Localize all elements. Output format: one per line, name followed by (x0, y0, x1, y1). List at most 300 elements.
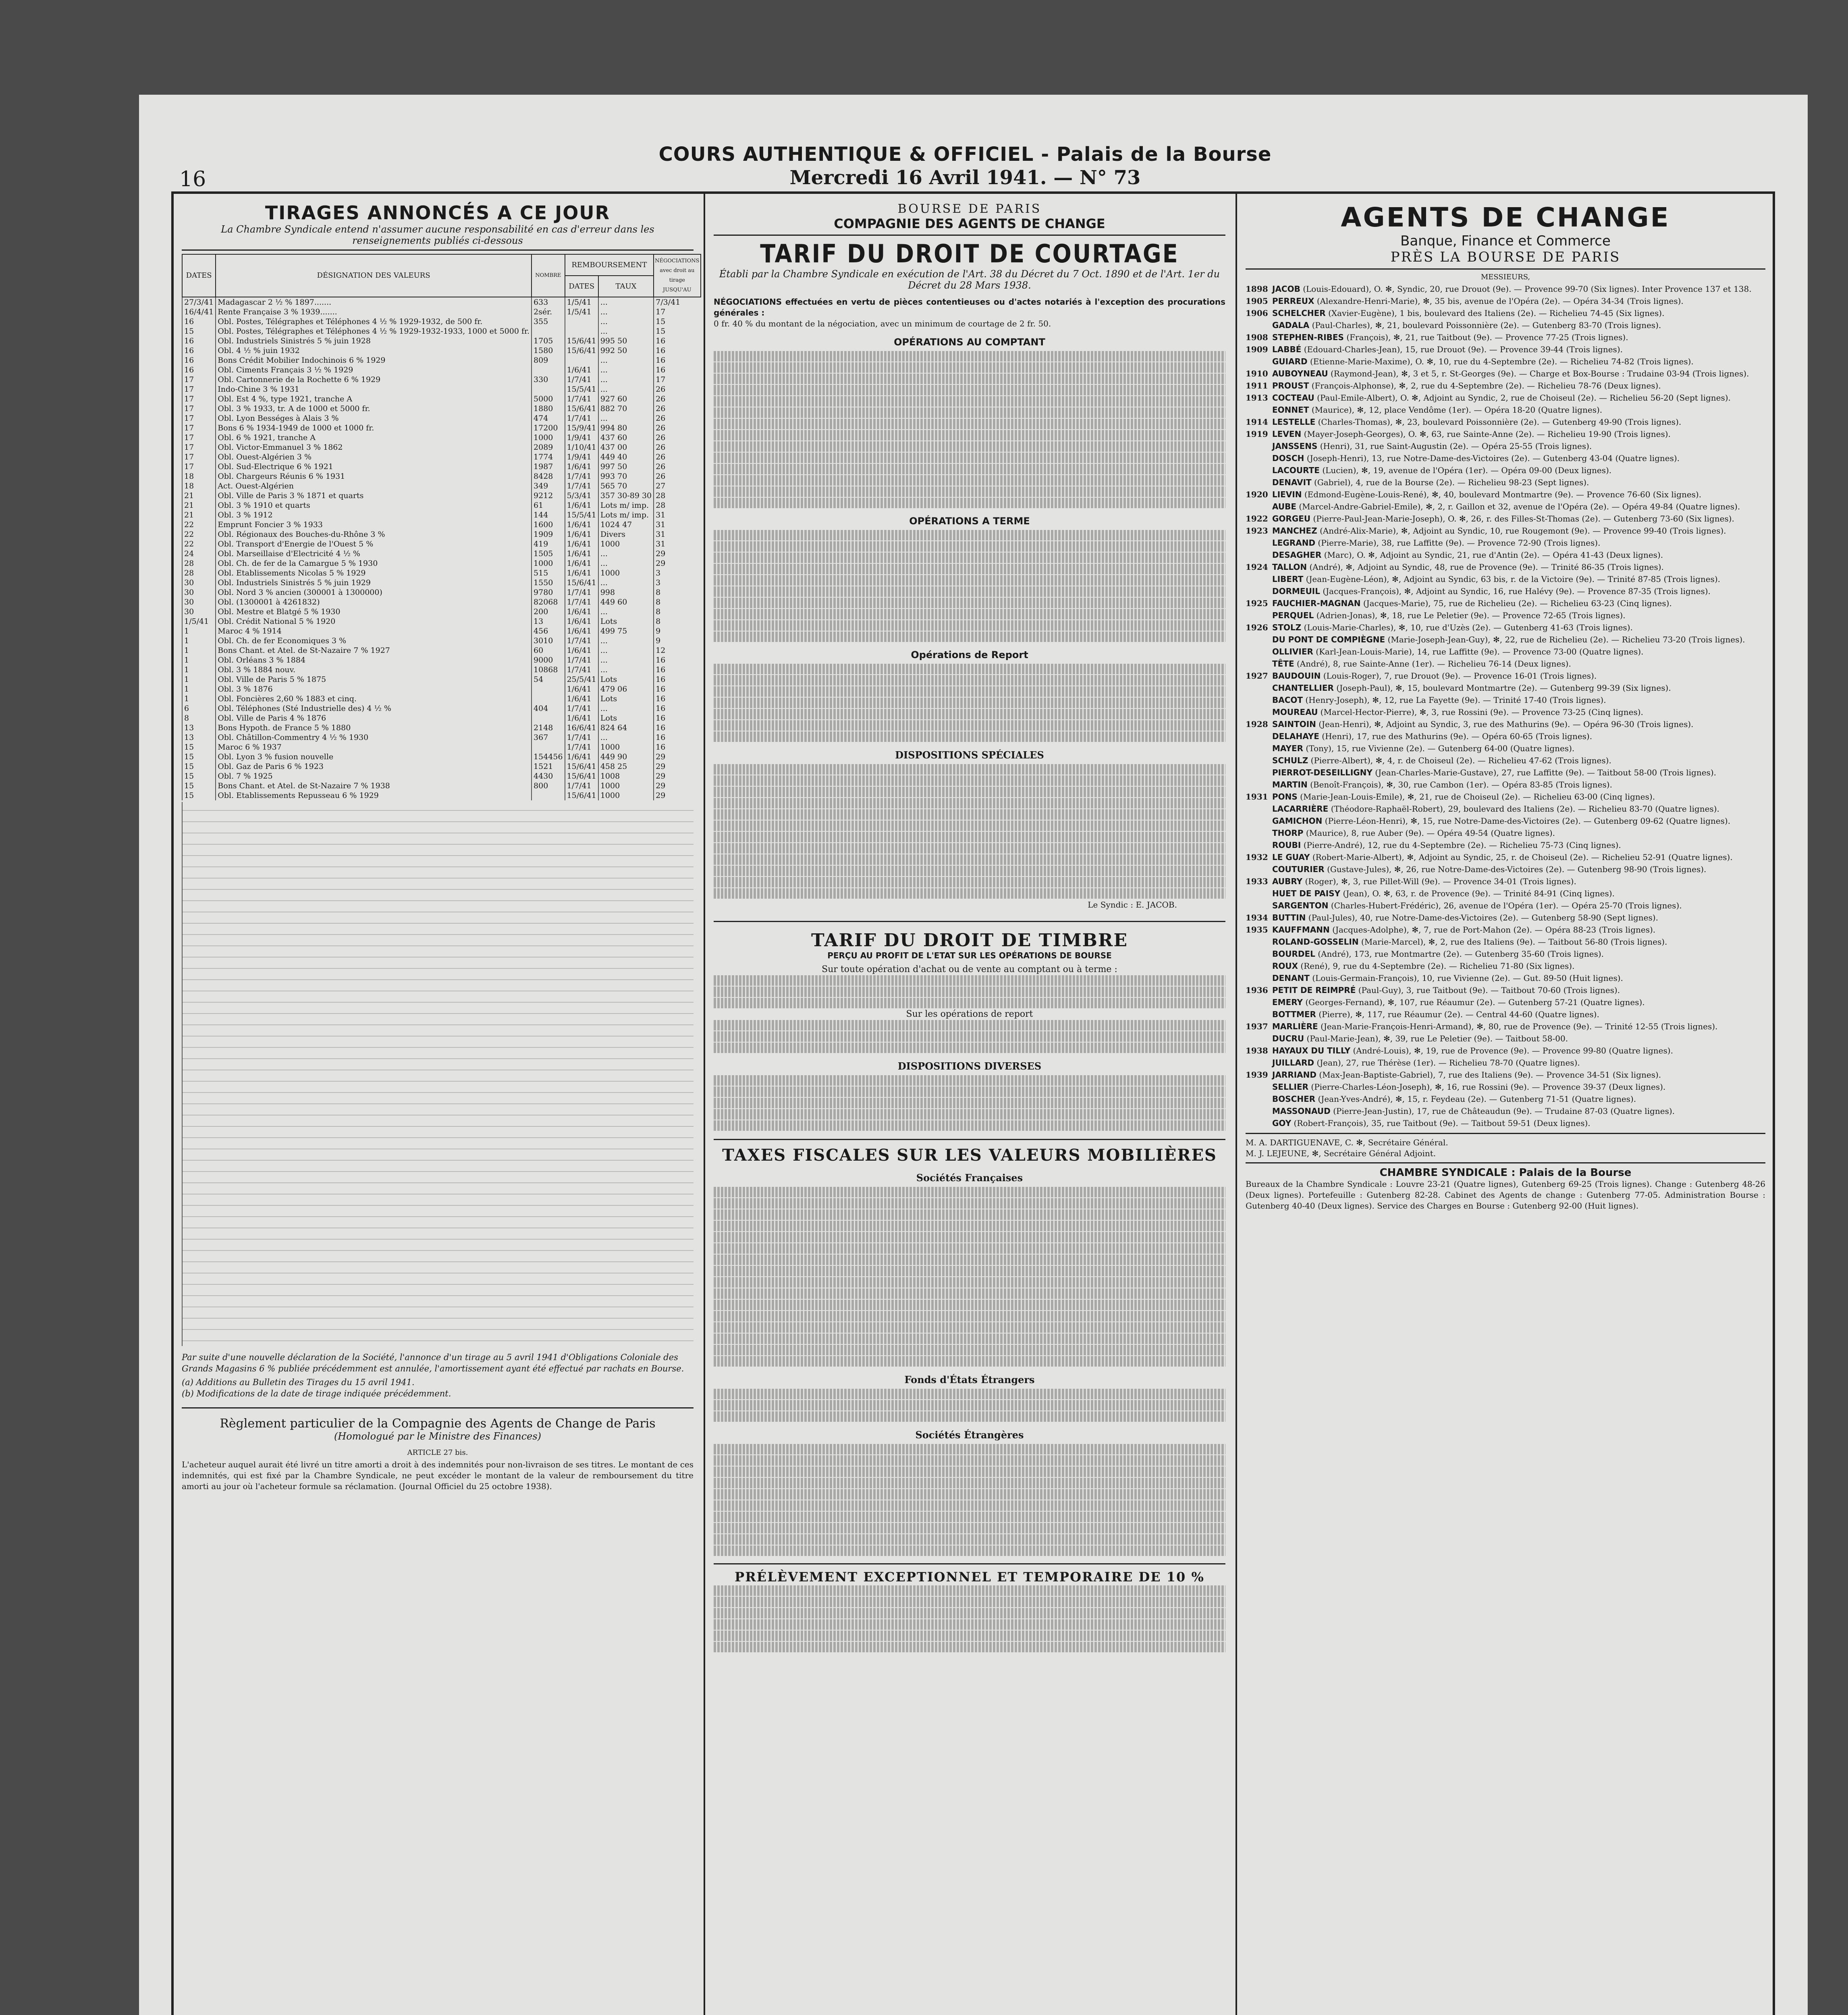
row-designation: Obl. Etablissements Nicolas 5 % 1929 (216, 568, 532, 578)
row-designation: Obl. Postes, Télégraphes et Téléphones 4 ½ % 1929-1932, de 500 fr. (216, 317, 532, 326)
list-item (1246, 671, 1765, 681)
row-remb-date: 1/5/41 (565, 307, 598, 317)
table-row (182, 588, 701, 597)
row-designation: Obl. Ville de Paris 4 % 1876 (216, 713, 532, 723)
row-taux: ... (598, 636, 654, 646)
row-negociation: 26 (654, 433, 700, 442)
agent-details: (Georges-Fernand), ✻, 107, rue Réaumur (2e). — Gutenberg 57-21 (Quatre lignes). (1305, 997, 1645, 1007)
agent-name: EMERY (1272, 997, 1303, 1007)
row-taux: 1024 47 (598, 520, 654, 530)
row-remb-date: 15/5/41 (565, 510, 598, 520)
agent-details: (Marcel-Andre-Gabriel-Emile), ✻, 2, r. Gaillon et 32, avenue de l'Opéra (2e). — Opéra 49-84 (Quatre lignes). (1299, 502, 1740, 511)
row-nombre: 2148 (532, 723, 565, 733)
row-nombre: 1987 (532, 462, 565, 472)
table-row (182, 307, 701, 317)
row-nombre: 4430 (532, 771, 565, 781)
agent-year: 1939 (1246, 1070, 1268, 1080)
row-designation: Obl. Châtillon-Commentry 4 ½ % 1930 (216, 733, 532, 742)
row-nombre: 10868 (532, 665, 565, 675)
row-remb-date: 1/7/41 (565, 655, 598, 665)
agent-name: PETIT DE REIMPRÉ (1272, 985, 1356, 995)
table-row (182, 520, 701, 530)
row-designation: Obl. 4 ½ % juin 1932 (216, 346, 532, 355)
table-row (182, 481, 701, 491)
list-item (1246, 912, 1765, 923)
agent-details: (Alexandre-Henri-Marie), ✻, 35 bis, avenue de l'Opéra (2e). — Opéra 34-34 (Trois lignes). (1316, 296, 1684, 306)
row-taux: ... (598, 365, 654, 375)
agent-name: LACOURTE (1272, 465, 1320, 475)
row-taux: 1000 (598, 568, 654, 578)
row-date: 18 (182, 481, 216, 491)
agent-details: (François), ✻, 21, rue Taitbout (9e). — Provence 77-25 (Trois lignes). (1346, 332, 1628, 342)
row-designation: Bons Hypoth. de France 5 % 1880 (216, 723, 532, 733)
list-item (1246, 731, 1765, 742)
row-date: 21 (182, 501, 216, 510)
row-date: 15 (182, 791, 216, 800)
row-remb-date (565, 326, 598, 336)
agent-name: LEVEN (1272, 429, 1302, 439)
agent-details: (Marie-Joseph-Jean-Guy), ✻, 22, rue de Richelieu (2e). — Richelieu 73-20 (Trois lignes). (1387, 635, 1745, 644)
row-date: 28 (182, 568, 216, 578)
table-row (182, 297, 701, 307)
col-remboursement: REMBOURSEMENT (565, 254, 654, 276)
agent-details: (Maurice), 8, rue Auber (9e). — Opéra 49-54 (Quatre lignes). (1306, 828, 1555, 838)
row-nombre: 82068 (532, 597, 565, 607)
table-row (182, 655, 701, 665)
agent-details: (Joseph-Paul), ✻, 15, boulevard Montmartre (2e). — Gutenberg 99-39 (Six lignes). (1336, 683, 1671, 693)
row-designation: Obl. 3 % 1884 nouv. (216, 665, 532, 675)
row-designation: Madagascar 2 ½ % 1897....... (216, 297, 532, 307)
list-item (1246, 937, 1765, 947)
agent-details: (Jean), O. ✻, 63, r. de Provence (9e). — Trinité 84-91 (Cinq lignes). (1343, 889, 1615, 898)
row-taux: ... (598, 578, 654, 588)
row-date: 15 (182, 781, 216, 791)
row-remb-date: 1/6/41 (565, 549, 598, 559)
table-row (182, 530, 701, 539)
list-item (1246, 393, 1765, 403)
agents-title: AGENTS DE CHANGE (1341, 202, 1670, 233)
row-date: 1 (182, 694, 216, 704)
row-nombre: 1705 (532, 336, 565, 346)
agent-name: LESTELLE (1272, 417, 1316, 427)
row-nombre: 17200 (532, 423, 565, 433)
list-item (1246, 949, 1765, 960)
list-item (1246, 405, 1765, 415)
row-designation: Obl. 3 % 1910 et quarts (216, 501, 532, 510)
row-remb-date: 1/7/41 (565, 781, 598, 791)
row-date: 13 (182, 733, 216, 742)
col-designation: DÉSIGNATION DES VALEURS (216, 254, 532, 297)
row-remb-date: 15/6/41 (565, 791, 598, 800)
table-row (182, 452, 701, 462)
table-row (182, 742, 701, 752)
prelevement-title: PRÉLÈVEMENT EXCEPTIONNEL ET TEMPORAIRE DE 10 % (735, 1569, 1204, 1585)
agent-name: SCHULZ (1272, 756, 1308, 765)
row-nombre: 367 (532, 733, 565, 742)
tarif-courtage-title: TARIF DU DROIT DE COURTAGE (760, 239, 1179, 268)
row-date: 16/4/41 (182, 307, 216, 317)
agent-details: (Charles-Hubert-Frédéric), 26, avenue de l'Opéra (1er). — Opéra 25-70 (Trois lignes). (1331, 901, 1682, 910)
row-designation: Bons Chant. et Atel. de St-Nazaire 7 % 1927 (216, 646, 532, 655)
page-number: 16 (179, 167, 206, 191)
row-taux: 479 06 (598, 684, 654, 694)
row-taux: 499 75 (598, 626, 654, 636)
row-taux: 449 90 (598, 752, 654, 762)
agent-year: 1906 (1246, 308, 1268, 318)
row-negociation: 29 (654, 791, 700, 800)
row-designation: Obl. Sud-Electrique 6 % 1921 (216, 462, 532, 472)
row-negociation: 7/3/41 (654, 297, 700, 307)
agent-name: DENANT (1272, 973, 1310, 983)
list-item (1246, 429, 1765, 440)
agent-name: SARGENTON (1272, 901, 1329, 910)
table-row (182, 413, 701, 423)
row-taux: ... (598, 384, 654, 394)
row-remb-date: 1/7/41 (565, 597, 598, 607)
row-nombre: 1774 (532, 452, 565, 462)
agent-name: GADALA (1272, 320, 1310, 330)
agent-details: (Paul-Guy), 3, rue Taitbout (9e). — Taitbout 70-60 (Trois lignes). (1358, 985, 1620, 995)
tirages-title: TIRAGES ANNONCÉS A CE JOUR (265, 202, 610, 224)
agent-details: (Xavier-Eugène), 1 bis, boulevard des Italiens (2e). — Richelieu 74-45 (Six lignes). (1328, 308, 1665, 318)
row-designation: Obl. (1300001 à 4261832) (216, 597, 532, 607)
list-item (1246, 296, 1765, 307)
row-remb-date (565, 355, 598, 365)
agent-name: GOY (1272, 1118, 1292, 1128)
row-designation: Indo-Chine 3 % 1931 (216, 384, 532, 394)
agent-details: (Louis-Marie-Charles), ✻, 10, rue d'Uzès (2e). — Gutenberg 41-63 (Trois lignes). (1304, 623, 1633, 632)
agent-year: 1923 (1246, 526, 1268, 536)
row-remb-date: 16/6/41 (565, 723, 598, 733)
row-designation: Obl. Ch. de fer de la Camargue 5 % 1930 (216, 559, 532, 568)
societes-francaises-heading: Sociétés Françaises (916, 1172, 1023, 1184)
agent-name: LE GUAY (1272, 852, 1310, 862)
agent-details: (François-Alphonse), ✻, 2, rue du 4-Septembre (2e). — Richelieu 78-76 (Deux lignes). (1311, 381, 1661, 391)
table-row (182, 694, 701, 704)
row-taux: ... (598, 326, 654, 336)
row-date: 17 (182, 384, 216, 394)
list-item (1246, 695, 1765, 706)
row-taux: ... (598, 665, 654, 675)
row-date: 30 (182, 597, 216, 607)
row-taux: ... (598, 317, 654, 326)
report-heading: Opérations de Report (911, 649, 1028, 661)
agent-details: (Lucien), ✻, 19, avenue de l'Opéra (1er). — Opéra 09-00 (Deux lignes). (1322, 465, 1612, 475)
agent-details: (Paul-Jules), 40, rue Notre-Dame-des-Victoires (2e). — Gutenberg 58-90 (Sept lignes). (1308, 913, 1658, 922)
row-negociation: 9 (654, 636, 700, 646)
row-date: 16 (182, 355, 216, 365)
row-nombre: 54 (532, 675, 565, 684)
row-taux: ... (598, 655, 654, 665)
row-date: 15 (182, 771, 216, 781)
row-negociation: 29 (654, 549, 700, 559)
row-nombre (532, 384, 565, 394)
table-row (182, 704, 701, 713)
row-remb-date: 1/6/41 (565, 713, 598, 723)
agent-year: 1924 (1246, 562, 1268, 572)
list-item (1246, 526, 1765, 536)
row-negociation: 26 (654, 404, 700, 413)
agent-name: BUTTIN (1272, 913, 1306, 922)
list-item (1246, 1045, 1765, 1056)
row-negociation: 26 (654, 413, 700, 423)
list-item (1246, 368, 1765, 379)
agent-details: (Robert-François), 35, rue Taitbout (9e). — Taitbout 59-51 (Deux lignes). (1294, 1118, 1591, 1128)
row-negociation: 26 (654, 442, 700, 452)
row-negociation: 27 (654, 481, 700, 491)
row-negociation: 31 (654, 510, 700, 520)
tarifs-column (714, 202, 1225, 2015)
secretaire-general: M. A. DARTIGUENAVE, C. ✻, Secrétaire Général. (1246, 1138, 1448, 1147)
row-negociation: 16 (654, 733, 700, 742)
agent-name: PIERROT-DESEILLIGNY (1272, 768, 1373, 777)
list-item (1246, 646, 1765, 657)
agent-name: AUBRY (1272, 877, 1303, 886)
agent-details: (Jean-Charles-Marie-Gustave), 27, rue Laffitte (9e). — Taitbout 58-00 (Trois lignes). (1375, 768, 1716, 777)
agent-details: (Robert-Marie-Albert), ✻, Adjoint au Syndic, 25, r. de Choiseul (2e). — Richelieu 52-91 (Quatre lignes). (1312, 852, 1733, 862)
tarif-courtage-subtitle: Établi par la Chambre Syndicale en exécution de l'Art. 38 du Décret du 7 Oct. 1890 et de l'Art. 1er du Décret du 28 Mars 1938. (719, 268, 1220, 291)
list-item (1246, 1118, 1765, 1129)
row-taux: 437 60 (598, 433, 654, 442)
row-remb-date: 1/6/41 (565, 694, 598, 704)
row-negociation: 16 (654, 742, 700, 752)
row-taux: 1000 (598, 539, 654, 549)
row-negociation: 29 (654, 781, 700, 791)
agent-year: 1919 (1246, 429, 1268, 439)
row-remb-date: 25/5/41 (565, 675, 598, 684)
table-row (182, 365, 701, 375)
row-remb-date: 1/7/41 (565, 375, 598, 384)
row-designation: Obl. Nord 3 % ancien (300001 à 1300000) (216, 588, 532, 597)
societes-etrangeres-heading: Sociétés Étrangères (915, 1429, 1024, 1441)
row-negociation: 28 (654, 491, 700, 501)
agent-year: 1910 (1246, 369, 1268, 378)
table-row (182, 713, 701, 723)
row-negociation: 28 (654, 501, 700, 510)
taxes-title: TAXES FISCALES SUR LES VALEURS MOBILIÈRES (722, 1146, 1217, 1165)
row-designation: Obl. 3 % 1933, tr. A de 1000 et 5000 fr. (216, 404, 532, 413)
row-nombre: 1505 (532, 549, 565, 559)
row-taux: ... (598, 375, 654, 384)
agent-name: JARRIAND (1272, 1070, 1316, 1080)
row-negociation: 26 (654, 462, 700, 472)
list-item (1246, 900, 1765, 911)
agent-name: LACARRIÈRE (1272, 804, 1329, 814)
row-taux: ... (598, 704, 654, 713)
row-negociation: 16 (654, 675, 700, 684)
row-nombre: 13 (532, 617, 565, 626)
chambre-text: Bureaux de la Chambre Syndicale : Louvre 23-21 (Quatre lignes), Gutenberg 69-25 (Trois lignes). Change : Gutenberg 48-26 (Deux lignes). Portefeuille : Gutenberg 82-28. Cabinet des Agents de change : Gutenberg 77-05. Administration Bourse : Gutenberg 40-40 (Deux lignes). Service des Charges en Bourse : Gutenberg 92-00 (Huit lignes). (1246, 1179, 1765, 1211)
row-nombre: 1880 (532, 404, 565, 413)
agent-name: COCTEAU (1272, 393, 1314, 403)
row-date: 1 (182, 675, 216, 684)
table-row (182, 539, 701, 549)
agent-details: (Paul-Charles), ✻, 21, boulevard Poissonnière (2e). — Gutenberg 83-70 (Trois lignes). (1312, 320, 1661, 330)
row-designation: Obl. Lyon Bességes à Alais 3 % (216, 413, 532, 423)
list-item (1246, 888, 1765, 899)
agent-details: (Henri), 17, rue des Mathurins (9e). — Opéra 60-65 (Trois lignes). (1322, 731, 1593, 741)
table-row (182, 617, 701, 626)
row-nombre: 419 (532, 539, 565, 549)
list-item (1246, 465, 1765, 476)
row-nombre: 2sér. (532, 307, 565, 317)
row-date: 17 (182, 413, 216, 423)
row-remb-date: 1/6/41 (565, 530, 598, 539)
content-frame (171, 191, 1775, 2015)
row-taux: 357 30-89 30 (598, 491, 654, 501)
row-negociation: 16 (654, 336, 700, 346)
table-row (182, 559, 701, 568)
row-remb-date: 1/7/41 (565, 665, 598, 675)
tirages-note: Par suite d'une nouvelle déclaration de la Société, l'annonce d'un tirage au 5 avril 1941 d'Obligations Coloniale des Grands Magasins 6 % publiée précédemment est annulée, l'amortissement ayant été effectué par rachats en Bourse. (182, 1352, 684, 1373)
reglement-subtitle: (Homologué par le Ministre des Finances) (334, 1431, 542, 1442)
row-designation: Obl. 3 % 1876 (216, 684, 532, 694)
row-nombre: 1909 (532, 530, 565, 539)
list-item (1246, 441, 1765, 452)
reglement-title: Règlement particulier de la Compagnie des Agents de Change de Paris (220, 1417, 656, 1431)
row-designation: Obl. Est 4 %, type 1921, tranche A (216, 394, 532, 404)
row-nombre (532, 713, 565, 723)
agent-details: (Paul-Emile-Albert), O. ✻, Adjoint au Syndic, 2, rue de Choiseul (2e). — Richelieu 56-20 (Sept lignes). (1317, 393, 1731, 403)
row-negociation: 16 (654, 684, 700, 694)
col-taux: TAUX (598, 276, 654, 297)
table-row (182, 636, 701, 646)
table-row (182, 684, 701, 694)
row-taux: 994 80 (598, 423, 654, 433)
row-remb-date: 1/6/41 (565, 568, 598, 578)
list-item (1246, 284, 1765, 295)
agent-details: (André), 173, rue Montmartre (2e). — Gutenberg 35-60 (Trois lignes). (1318, 949, 1604, 959)
agents-messieurs: MESSIEURS, (1480, 273, 1530, 281)
row-date: 15 (182, 326, 216, 336)
agent-details: (Jean-Marie-François-Henri-Armand), ✻, 80, rue de Provence (9e). — Trinité 12-55 (Trois lignes). (1321, 1022, 1718, 1031)
agent-details: (Gustave-Jules), ✻, 26, rue Notre-Dame-des-Victoires (2e). — Gutenberg 98-90 (Trois lignes). (1327, 864, 1707, 874)
row-remb-date: 1/6/41 (565, 559, 598, 568)
list-item (1246, 550, 1765, 561)
list-item (1246, 973, 1765, 984)
list-item (1246, 876, 1765, 887)
agent-details: (Roger), ✻, 3, rue Pillet-Will (9e). — Provence 34-01 (Trois lignes). (1305, 877, 1576, 886)
table-row (182, 791, 701, 800)
agent-name: PERQUEL (1272, 611, 1314, 620)
row-negociation: 31 (654, 539, 700, 549)
row-remb-date: 15/5/41 (565, 384, 598, 394)
col-nombre: NOMBRE (532, 254, 565, 297)
agent-name: AUBE (1272, 502, 1297, 511)
row-designation: Obl. Industriels Sinistrés 5 % juin 1928 (216, 336, 532, 346)
row-nombre: 1580 (532, 346, 565, 355)
agent-details: (René), 9, rue du 4-Septembre (2e). — Richelieu 71-80 (Six lignes). (1300, 961, 1575, 971)
row-designation: Obl. Ville de Paris 3 % 1871 et quarts (216, 491, 532, 501)
row-taux: 995 50 (598, 336, 654, 346)
agent-name: DELAHAYE (1272, 731, 1319, 741)
row-negociation: 16 (654, 365, 700, 375)
row-nombre (532, 365, 565, 375)
row-taux: Lots (598, 617, 654, 626)
row-designation: Obl. Marseillaise d'Electricité 4 ½ % (216, 549, 532, 559)
row-designation: Obl. Etablissements Repusseau 6 % 1929 (216, 791, 532, 800)
agent-name: MOUREAU (1272, 707, 1318, 717)
row-negociation: 8 (654, 588, 700, 597)
row-negociation: 29 (654, 752, 700, 762)
agent-name: PERREUX (1272, 296, 1314, 306)
row-date: 17 (182, 375, 216, 384)
masthead-date: Mercredi 16 Avril 1941. — N° 73 (789, 166, 1141, 189)
row-remb-date: 1/7/41 (565, 636, 598, 646)
agent-details: (Gabriel), 4, rue de la Bourse (2e). — Richelieu 98-23 (Sept lignes). (1314, 478, 1589, 487)
row-negociation: 31 (654, 530, 700, 539)
list-item (1246, 489, 1765, 500)
row-designation: Maroc 6 % 1937 (216, 742, 532, 752)
list-item (1246, 828, 1765, 839)
list-item (1246, 1057, 1765, 1068)
row-date: 16 (182, 336, 216, 346)
row-nombre: 8428 (532, 472, 565, 481)
row-nombre (532, 694, 565, 704)
row-remb-date: 1/7/41 (565, 481, 598, 491)
list-item (1246, 634, 1765, 645)
row-negociation: 8 (654, 607, 700, 617)
agent-name: FAUCHIER-MAGNAN (1272, 598, 1361, 608)
agent-year: 1914 (1246, 417, 1268, 427)
row-date: 15 (182, 762, 216, 771)
agent-details: (Pierre-André), 12, rue du 4-Septembre (2e). — Richelieu 75-73 (Cinq lignes). (1303, 840, 1621, 850)
agent-name: DENAVIT (1272, 478, 1312, 487)
row-nombre: 60 (532, 646, 565, 655)
row-remb-date: 1/6/41 (565, 462, 598, 472)
row-negociation: 8 (654, 617, 700, 626)
agent-details: (Louis-Edouard), O. ✻, Syndic, 20, rue Drouot (9e). — Provence 99-70 (Six lignes). Inter Provence 137 et 138. (1303, 284, 1752, 294)
row-negociation: 31 (654, 520, 700, 530)
row-negociation: 12 (654, 646, 700, 655)
row-date: 27/3/41 (182, 297, 216, 307)
agent-details: (Marc), O. ✻, Adjoint au Syndic, 21, rue d'Antin (2e). — Opéra 41-43 (Deux lignes). (1324, 550, 1663, 560)
agent-details: (Pierre-Albert), ✻, 4, r. de Choiseul (2e). — Richelieu 47-62 (Trois lignes). (1310, 756, 1611, 765)
row-nombre: 9000 (532, 655, 565, 665)
table-row (182, 462, 701, 472)
negociations-rate: 0 fr. 40 % du montant de la négociation, avec un minimum de courtage de 2 fr. 50. (714, 319, 1051, 328)
agent-details: (Marie-Marcel), ✻, 2, rue des Italiens (9e). — Taitbout 56-80 (Trois lignes). (1361, 937, 1667, 947)
agent-year: 1925 (1246, 598, 1268, 608)
row-nombre: 800 (532, 781, 565, 791)
agent-details: (André), ✻, Adjoint au Syndic, 48, rue de Provence (9e). — Trinité 86-35 (Trois lignes). (1309, 562, 1664, 572)
agent-year: 1928 (1246, 719, 1268, 729)
agent-details: (Pierre-Léon-Henri), ✻, 15, rue Notre-Dame-des-Victoires (2e). — Gutenberg 09-62 (Quatre lignes). (1325, 816, 1731, 826)
row-taux: ... (598, 413, 654, 423)
list-item (1246, 804, 1765, 814)
row-taux: 882 70 (598, 404, 654, 413)
agent-name: DOSCH (1272, 453, 1304, 463)
agent-year: 1909 (1246, 345, 1268, 354)
tirages-continued-rows (182, 802, 694, 1346)
row-negociation: 26 (654, 452, 700, 462)
table-row (182, 752, 701, 762)
agent-name: LABBÉ (1272, 345, 1302, 354)
table-row (182, 394, 701, 404)
table-row (182, 346, 701, 355)
agent-year: 1905 (1246, 296, 1268, 306)
list-item (1246, 743, 1765, 754)
tarif-timbre-title: TARIF DU DROIT DE TIMBRE (811, 930, 1128, 951)
agent-details: (André-Louis), ✻, 19, rue de Provence (9e). — Provence 99-80 (Quatre lignes). (1353, 1046, 1673, 1055)
table-row (182, 723, 701, 733)
agent-name: TÊTE (1272, 659, 1294, 669)
agent-year: 1913 (1246, 393, 1268, 403)
row-taux: 449 40 (598, 452, 654, 462)
row-nombre: 144 (532, 510, 565, 520)
list-item (1246, 453, 1765, 464)
row-date: 16 (182, 346, 216, 355)
